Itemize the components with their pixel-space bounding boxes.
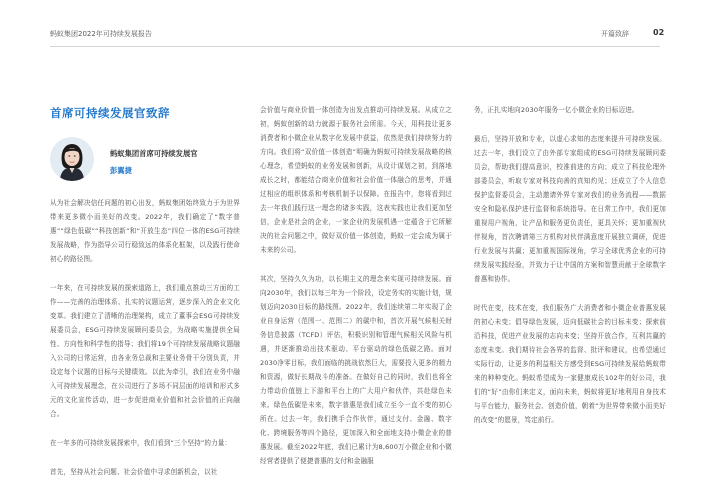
paragraph: 一年来，在可持续发展的探索道路上，我们重点推动三方面的工作——完善的治理体系、扎实的议题运营，逐步深入的企业文化变革。我们建立了清晰的治理架构，成立了董事会ESG可持续发展委员会，ESG可持续发展顾问委员会，为战略实施提供全局性、方向性和科学性的指导；我们将19个可持续发展战略议题融入公司的日常运营，由各业务总裁和主要业务骨干分别负责，并设定每个议题的目标与关键绩效。以此为牵引，我们在业务中融入可持续发展理念，在公司进行了多场不同层面的培训和形式多元的文化宣传活动，进一步促进商业价值和社会价值的正向融合。 [50, 284, 240, 418]
speaker-name: 彭翼捷 [110, 166, 132, 175]
header-divider [50, 46, 660, 47]
paragraph: 其次，坚持久久为功，以长期主义的理念来实现可持续发展。面向2030年，我们以每三年为一个阶段，设定务实的实施计划，规划迈向2030目标的路线图。2022年，我们连续第二年实现了企业自身运营（范围一、范围二）的碳中和，首次开展气候相关财务信息披露（TCFD）评估，积极识别和管理气候相关风险与机遇，并逐渐推动出技术驱动、平台驱动的绿色低碳之路。面对2030净零目标，我们面临的挑战依然巨大，需要投入更多的精力和资源，做好长期战斗的准备。在做好自己的同时，我们也将全力带动价值链上下游和平台上的广大用户和伙伴，共赴绿色未来。绿色低碳是未来，数字普惠是我们成立至今一直不变的初心所在。过去一年，我们携手合作伙伴，通过支付、金融、数字化、跨境服务等四个路径，更加深入和全面地支持小微企业的普惠发展。截至2022年底，我们已累计为8,600万小微企业和小微经营者提供了便捷普惠的支付和金融服 [260, 275, 452, 465]
paragraph: 会价值与商业价值一体创造为出发点推动可持续发展。从成立之初，蚂蚁创新的动力就源于服务社会所需。今天，用科技让更多消费者和小微企业从数字化发展中获益，依然是我们持续努力的方向。我们将“双价值一体创造”明确为蚂蚁可持续发展战略的核心理念，希望蚂蚁的业务发展和创新，从设计谋划之初，到落地成长之时，都能结合商业价值和社会价值一体融合的思考，并通过相应的组织体系和考核机制予以保障。在报告中，您将看到过去一年我们践行这一理念的诸多实践，这表实践也让我们更加坚信，企业是社会的企业，一家企业的发展机遇一定蕴含于它所解决的社会问题之中，做好双价值一体创造，蚂蚁一定会成为属于未来的公司。 [260, 106, 452, 254]
page-header [0, 0, 710, 66]
paragraph: 时代在变，技术在变，我们服务广大消费者和小微企业普惠发展的初心未变；倡导绿色发展，迈向低碳社会的目标未变；探索前沿科技，促进产业发展的志向未变；坚持开放合作，互利共赢的态度未变。我们期待社会各界的监督、批评和建议，也希望通过实际行动，让更多的利益相关方感受到ESG可持续发展给蚂蚁带来的种种变化。蚂蚁希望成为一家健康成长102年的好公司，我们的“好”由你们来定义，面向未来，蚂蚁将更好地利用自身技术与平台能力，服务社会、创造价值，朝着“为世界带来微小而美好的改变”的愿景，笃定前行。 [474, 304, 666, 424]
paragraph: 在一年多的可持续发展探索中，我们看到“三个坚持”的力量： [50, 439, 232, 447]
text-column-1 [50, 196, 240, 494]
report-title: 蚂蚁集团2022年可持续发展报告 [50, 30, 152, 38]
page-title: 首席可持续发展官致辞 [50, 106, 170, 120]
speaker-role: 蚂蚁集团首席可持续发展官 [110, 149, 198, 158]
section-label: 开篇致辞 [601, 30, 629, 38]
paragraph: 从为社会解决信任问题的初心出发，蚂蚁集团始终致力于为世界带来更多微小而美好的改变。2022年，我们确定了“数字普惠”“绿色低碳”“科技创新”和“开放生态”四位一体的ESG可持续发展战略，作为指导公司行稳致远的体系化框架，以及践行使命初心的路径图。 [50, 199, 240, 263]
portrait-photo [50, 137, 94, 181]
paragraph: 首先，坚持从社会问题、社会价值中寻求创新机会，以社 [50, 468, 218, 476]
text-column-3 [474, 103, 666, 442]
paragraph: 最后，坚持开放和专业，以虚心求知的态度来提升可持续发展。过去一年，我们设立了由外部专家组成的ESG可持续发展顾问委员会，帮助我们提高意识，校准前进的方向；成立了科技伦理外部委员会，听取专家对科技向善的真知灼见；还成立了个人信息保护监督委员会，主动邀请外界专家对我们的业务流程——数据安全和隐私保护进行监督和系统指导。在日常工作中，我们更加重视用户视角，让产品和服务更负责任，更具关怀；更加重视伙伴视角，首次聘请第三方机构对伙伴满意度开展独立调研，促进行业发展与共赢；更加重视国际视角，学习全球优秀企业的可持续发展实践经验，并致力于让中国的方案和智慧贡献于全球数字普惠和协作。 [474, 135, 666, 283]
avatar [50, 137, 94, 181]
page-number: 02 [653, 28, 665, 37]
text-column-2 [260, 103, 452, 483]
paragraph: 务，正扎实地向2030年服务一亿小微企业的目标迈进。 [474, 106, 639, 114]
